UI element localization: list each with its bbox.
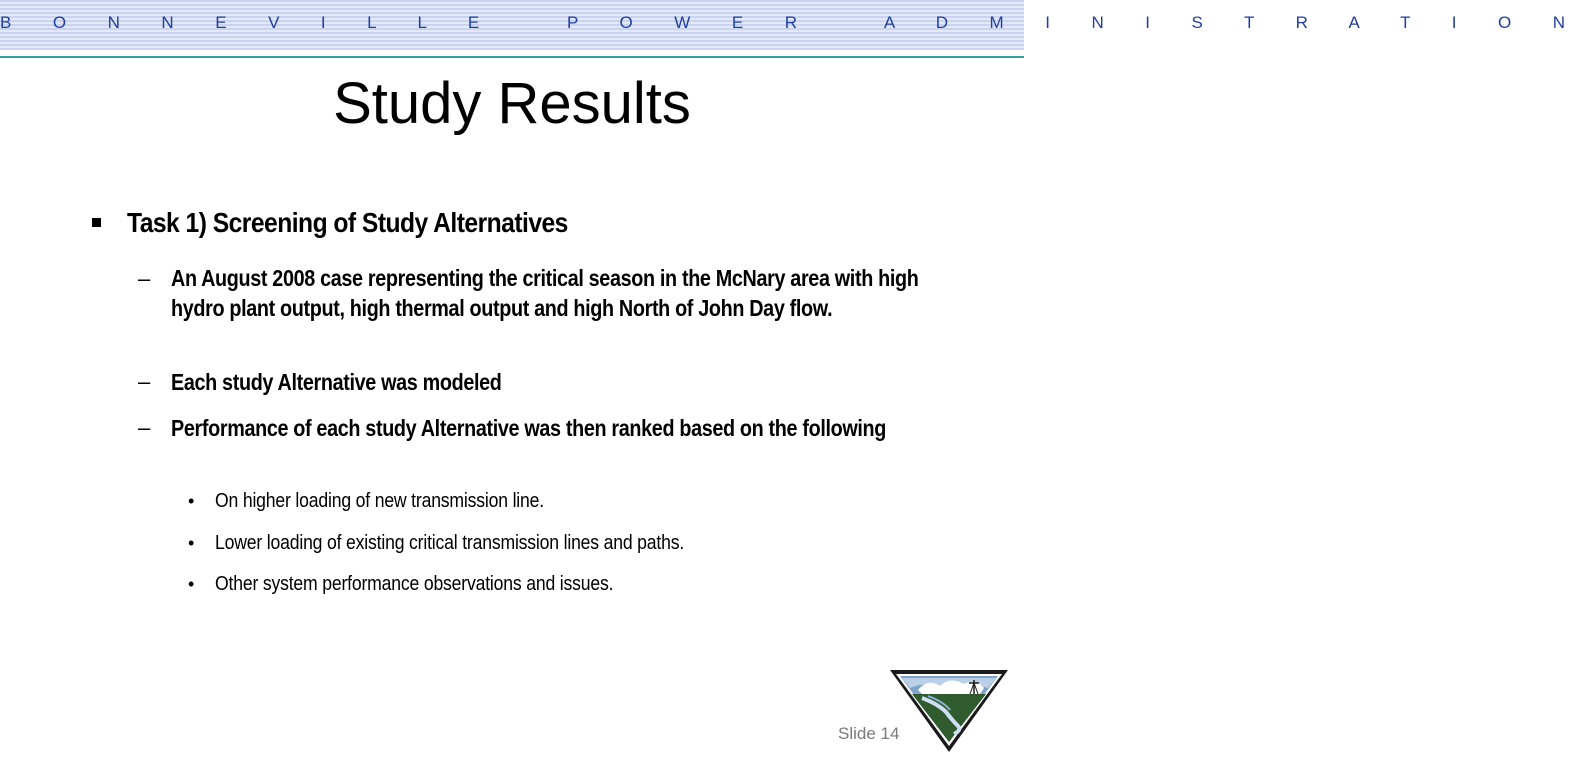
slide-title: Study Results bbox=[333, 71, 691, 136]
dash-bullet-icon: – bbox=[138, 369, 151, 394]
header-divider bbox=[0, 56, 1024, 58]
dot-bullet-icon: • bbox=[188, 533, 195, 553]
bullet-level3: On higher loading of new transmission line. bbox=[215, 490, 544, 512]
bullet-level2: Each study Alternative was modeled bbox=[171, 369, 502, 395]
bpa-triangle-logo-icon bbox=[888, 668, 1010, 754]
dash-bullet-icon: – bbox=[138, 266, 151, 291]
bullet-level1: Task 1) Screening of Study Alternatives bbox=[127, 207, 568, 238]
dot-bullet-icon: • bbox=[188, 574, 195, 594]
slide-number: Slide 14 bbox=[838, 724, 900, 743]
bullet-level2: An August 2008 case representing the critical season in the McNary area with high hydro plant output, high thermal output and high North of John Day flow. bbox=[171, 265, 919, 321]
header-banner bbox=[0, 0, 1583, 50]
dot-bullet-icon: • bbox=[188, 491, 195, 511]
bullet-level3: Lower loading of existing critical transmission lines and paths. bbox=[215, 532, 685, 554]
bullet-level2: Performance of each study Alternative was then ranked based on the following bbox=[171, 415, 887, 441]
dash-bullet-icon: – bbox=[138, 415, 151, 440]
bullet-level3: Other system performance observations and issues. bbox=[215, 573, 614, 595]
square-bullet-icon bbox=[92, 218, 101, 227]
organization-name: B O N N E V I L L E P O W E R A D M I N I S T R A T I O N bbox=[0, 13, 1583, 32]
